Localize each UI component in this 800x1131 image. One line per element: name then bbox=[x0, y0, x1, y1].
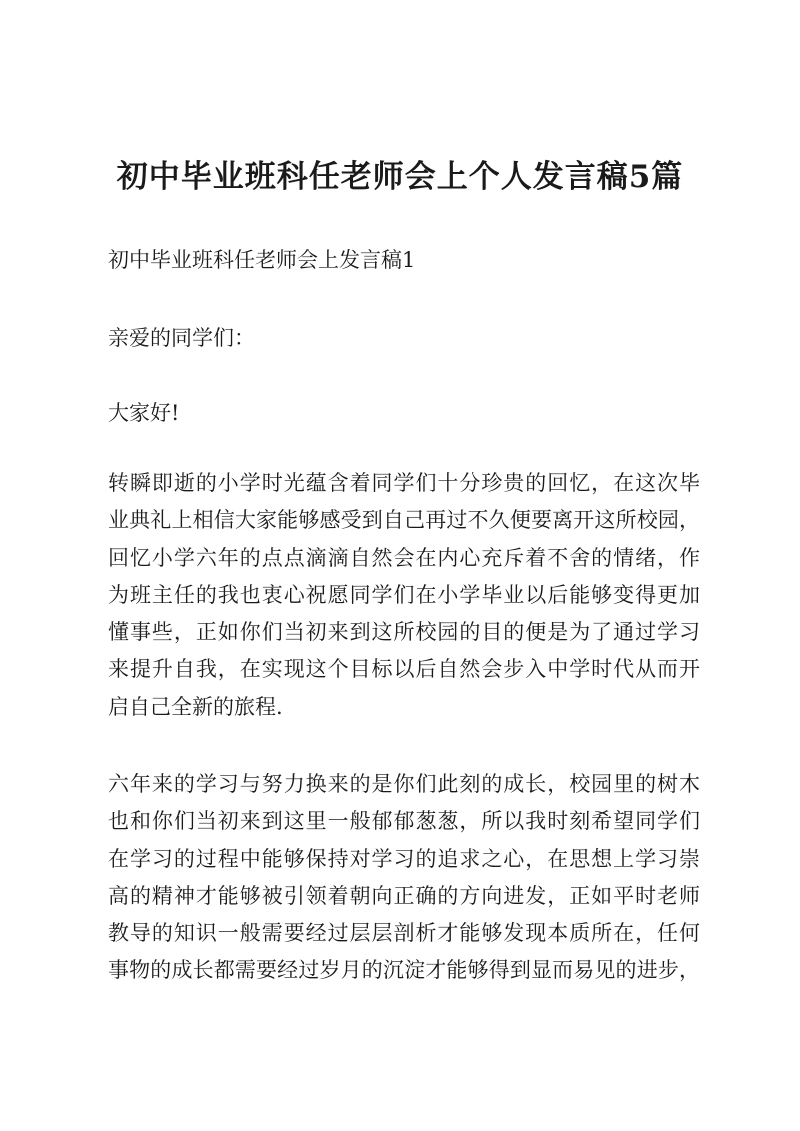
section-heading: 初中毕业班科任老师会上发言稿1 bbox=[108, 248, 416, 272]
paragraph-line: 在学习的过程中能够保持对学习的追求之心，在思想上学习崇 bbox=[108, 846, 700, 871]
greeting: 大家好! bbox=[108, 401, 180, 425]
paragraph-line: 来提升自我，在实现这个目标以后自然会步入中学时代从而开 bbox=[108, 657, 700, 682]
paragraph-line: 也和你们当初来到这里一般郁郁葱葱，所以我时刻希望同学们 bbox=[108, 809, 700, 834]
paragraph-line: 懂事些，正如你们当初来到这所校园的目的便是为了通过学习 bbox=[108, 620, 700, 645]
paragraph-line: 为班主任的我也衷心祝愿同学们在小学毕业以后能够变得更加 bbox=[108, 582, 700, 607]
paragraph-2 bbox=[108, 766, 700, 990]
paragraph-1 bbox=[108, 465, 700, 726]
paragraph-line: 高的精神才能够被引领着朝向正确的方向进发，正如平时老师 bbox=[108, 883, 700, 908]
paragraph-line: 转瞬即逝的小学时光蕴含着同学们十分珍贵的回忆，在这次毕 bbox=[108, 471, 700, 495]
document-title: 初中毕业班科任老师会上个人发言稿5篇 bbox=[116, 159, 684, 195]
paragraph-line: 回忆小学六年的点点滴滴自然会在内心充斥着不舍的情绪，作 bbox=[108, 545, 700, 570]
paragraph-line: 教导的知识一般需要经过层层剖析才能够发现本质所在，任何 bbox=[108, 921, 700, 946]
salutation: 亲爱的同学们： bbox=[108, 326, 255, 350]
paragraph-line: 启自己全新的旅程. bbox=[108, 694, 283, 719]
paragraph-line: 六年来的学习与努力换来的是你们此刻的成长，校园里的树木 bbox=[108, 772, 700, 796]
paragraph-line: 业典礼上相信大家能够感受到自己再过不久便要离开这所校园， bbox=[108, 508, 700, 533]
paragraph-line: 事物的成长都需要经过岁月的沉淀才能够得到显而易见的进步， bbox=[108, 958, 700, 983]
